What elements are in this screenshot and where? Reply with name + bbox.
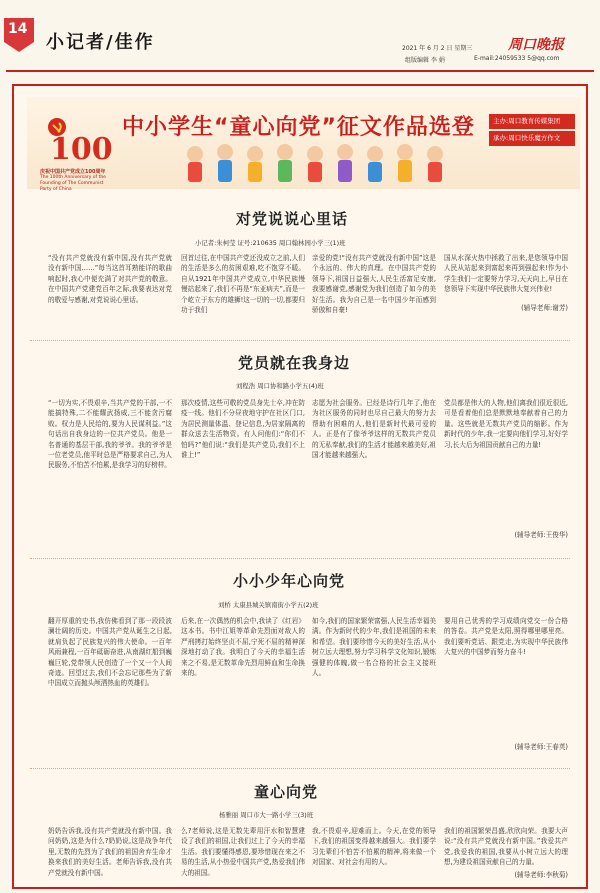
article-column: 要用自己优秀的学习成绩向党交一份合格的答卷。共产党是太阳,照得哪里哪里亮。我们要听党话、跟党走,为实现中华民族伟大复兴的中国梦而努力奋斗!: [444, 617, 568, 657]
party-centenary-emblem-icon: [46, 115, 116, 167]
section-divider: [30, 768, 570, 769]
newspaper-logo: 周口晚报: [508, 37, 564, 53]
banner-title: 中小学生“童心向党”征文作品选登: [122, 115, 475, 140]
layout-editor: 组版编辑 李 娟: [405, 57, 445, 64]
issue-date: 2021 年 6 月 2 日 星期三: [402, 45, 473, 52]
article-column: 后来,在一次偶然的机会中,我读了《红岩》这本书。书中江姐等革命先烈面对敌人的严刑拷打始终坚贞不屈,宁死不屈的精神深深地打动了我。我明白了今天的幸福生活来之不易,是无数革命先烈用鲜血和生命换来的。: [181, 617, 305, 678]
emblem-caption-en: The 100th Anniversary of the Founding of The Communist Party of China: [40, 175, 106, 192]
article-column-block: [444, 616, 568, 752]
article-column-block: [444, 398, 568, 540]
article-byline: 小记者:朱柯莹 证号:210635 周口翰林园小学三(1)班: [195, 239, 346, 247]
article-column: 么?老师说,这是无数先辈用汗水和智慧建设了我们的祖国,让我们过上了今天的幸福生活。我们要懂得感恩,要珍惜现在来之不易的生活,从小热爱中国共产党,热爱我们伟大的祖国。: [181, 827, 305, 877]
article-column: 亲爱的党!“没有共产党就没有新中国”这是个永远的、伟大的真理。在中国共产党的领导下,祖国日益强大,人民生活富足安康,我要感谢党,感谢党为我们创造了如今的美好生活。我为自己是一名中国少年而感到骄傲和自豪!: [312, 254, 436, 315]
section-divider: [30, 340, 570, 341]
article-title: 童心向党: [254, 783, 319, 801]
article-column-block: [444, 253, 568, 313]
page-header: [0, 0, 600, 66]
header-rule: [6, 70, 594, 72]
children-illustration: [180, 140, 470, 186]
teacher-credit: (辅导老师:王春英): [514, 743, 568, 751]
article-byline: 杨雅丽 周口市大一路小学三(3)班: [219, 811, 314, 819]
article-column: “一切为实,不畏艰辛,当共产党的干部,一不能搞特殊,二不能耀武扬威,三不能贪污腐败。权力是人民给的,要为人民谋利益。”这句话出自我身边的一位共产党员。他是一名普通的基层干部,我的爷爷。我的爷爷是一位老党员,他平时总是严格要求自己,为人民服务,不怕苦不怕累,是我学习的好榜样。: [48, 399, 172, 470]
article-column: “没有共产党就没有新中国,没有共产党就没有新中国……”每当这首耳熟能详的歌曲响起时,我心中便充满了对共产党的敬意。在中国共产党建党百年之际,我要表达对党的敬爱与感谢,对党说说心里话。: [48, 254, 172, 304]
undertaker-label: 承办:周口快乐魔方作文: [489, 131, 575, 146]
teacher-credit: (辅导老师:王俊华): [514, 531, 568, 539]
teacher-credit: (辅导老师:李秋菊): [514, 871, 568, 879]
article-column: 党员都是伟大的人物,他们离我们很近很近,可是看着他们总是默默地奉献着自己的力量。这些就是无数共产党员的缩影。作为新时代的少年,我一定要向他们学习,好好学习,长大后为祖国贡献自己的力量!: [444, 399, 568, 449]
article-column: 国从水深火热中拯救了出来,是您领导中国人民从站起来到富起来再到强起来!作为小学生我们一定要努力学习,天天向上,早日在您领导下实现中华民族伟大复兴伟业!: [444, 254, 568, 294]
article-byline: 刘桥 太康县城关镇南街小学五(2)班: [218, 601, 319, 609]
article-column: 回首过往,在中国共产党还没成立之前,人们的生活是多么的贫困艰难,吃不饱穿不暖。自从1921年中国共产党成立,中华民族慢慢站起来了,我们不再是“东亚病夫”,而是一个屹立于东方的雄狮!这一切的一切,都要归功于我们: [181, 254, 305, 315]
svg-text:100: 100: [50, 132, 113, 167]
article-column: 如今,我们的国家繁荣富强,人民生活幸福美满。作为新时代的少年,我们是祖国的未来和希望。我们要珍惜今天的美好生活,从小树立远大理想,努力学习科学文化知识,锻炼强健的体魄,做一名合格的社会主义接班人。: [312, 617, 436, 678]
article-column: 奶奶告诉我,没有共产党就没有新中国。我问奶奶,这是为什么?奶奶说,这是战争年代里,无数的先烈为了我们的祖国舍弃生命才换来我们的美好生活。老师告诉我,没有共产党就没有新中国。: [48, 827, 172, 877]
organizer-label: 主办:周口教育传媒集团: [489, 114, 575, 129]
article-column: 我们的祖国繁荣昌盛,欣欣向荣。我要大声说:“没有共产党就没有新中国。”我爱共产党,我爱我的祖国,我要从小树立远大的理想,为建设祖国贡献自己的力量。: [444, 827, 568, 867]
section-title: 小记者/佳作: [46, 32, 155, 53]
article-title: 党员就在我身边: [238, 354, 351, 372]
article-column: 志愿为社会服务。已经是诗行几年了,他在为社区服务的同时也尽自己最大的努力去帮助有困难的人,他们是新时代最可爱的人。正是有了像爷爷这样的无数共产党员的无私奉献,我们的生活才能越来越美好,祖国才能越来越强大。: [312, 399, 436, 460]
teacher-credit: (辅导老师:谢芳): [521, 304, 568, 312]
article-column: 翻开厚重的史书,我仿佛看到了那一段段波澜壮阔的历史。中国共产党从诞生之日起,就肩负起了民族复兴的伟大使命。一百年风雨兼程,一百年砥砺奋进,从南湖红船到巍巍巨轮,党带领人民创造了一个又一个人间奇迹。回望过去,我们不会忘记那些为了新中国成立而抛头颅洒热血的英雄们。: [48, 617, 172, 688]
article-column: 我,不畏艰辛,迎难而上。今天,在党的领导下,我们的祖国变得越来越强大。我们要学习先辈们不怕苦不怕累的精神,将来做一个对国家、对社会有用的人。: [312, 827, 436, 867]
page-number: 14: [8, 21, 28, 37]
article-title: 小小少年心向党: [233, 572, 346, 590]
emblem-caption-cn: 庆祝中国共产党成立100周年: [40, 169, 106, 175]
article-title: 对党说说心里话: [236, 210, 349, 228]
contact-email: E-mail:24059533 5@qq.com: [474, 55, 560, 62]
emblem-caption: [40, 169, 110, 193]
article-byline: 刘程浩 周口协和路小学五(4)班: [236, 382, 324, 390]
article-column: 那次疫情,这些可敬的党员身先士卒,冲在防疫一线。他们不分昼夜地守护在社区门口,为居民测量体温、登记信息,为居家隔离的群众送去生活物资。有人问他们:“你们不怕吗?”他们说:“我们是共产党员,我们不上谁上!”: [181, 399, 305, 460]
section-divider: [30, 558, 570, 559]
article-column-block: [444, 826, 568, 880]
